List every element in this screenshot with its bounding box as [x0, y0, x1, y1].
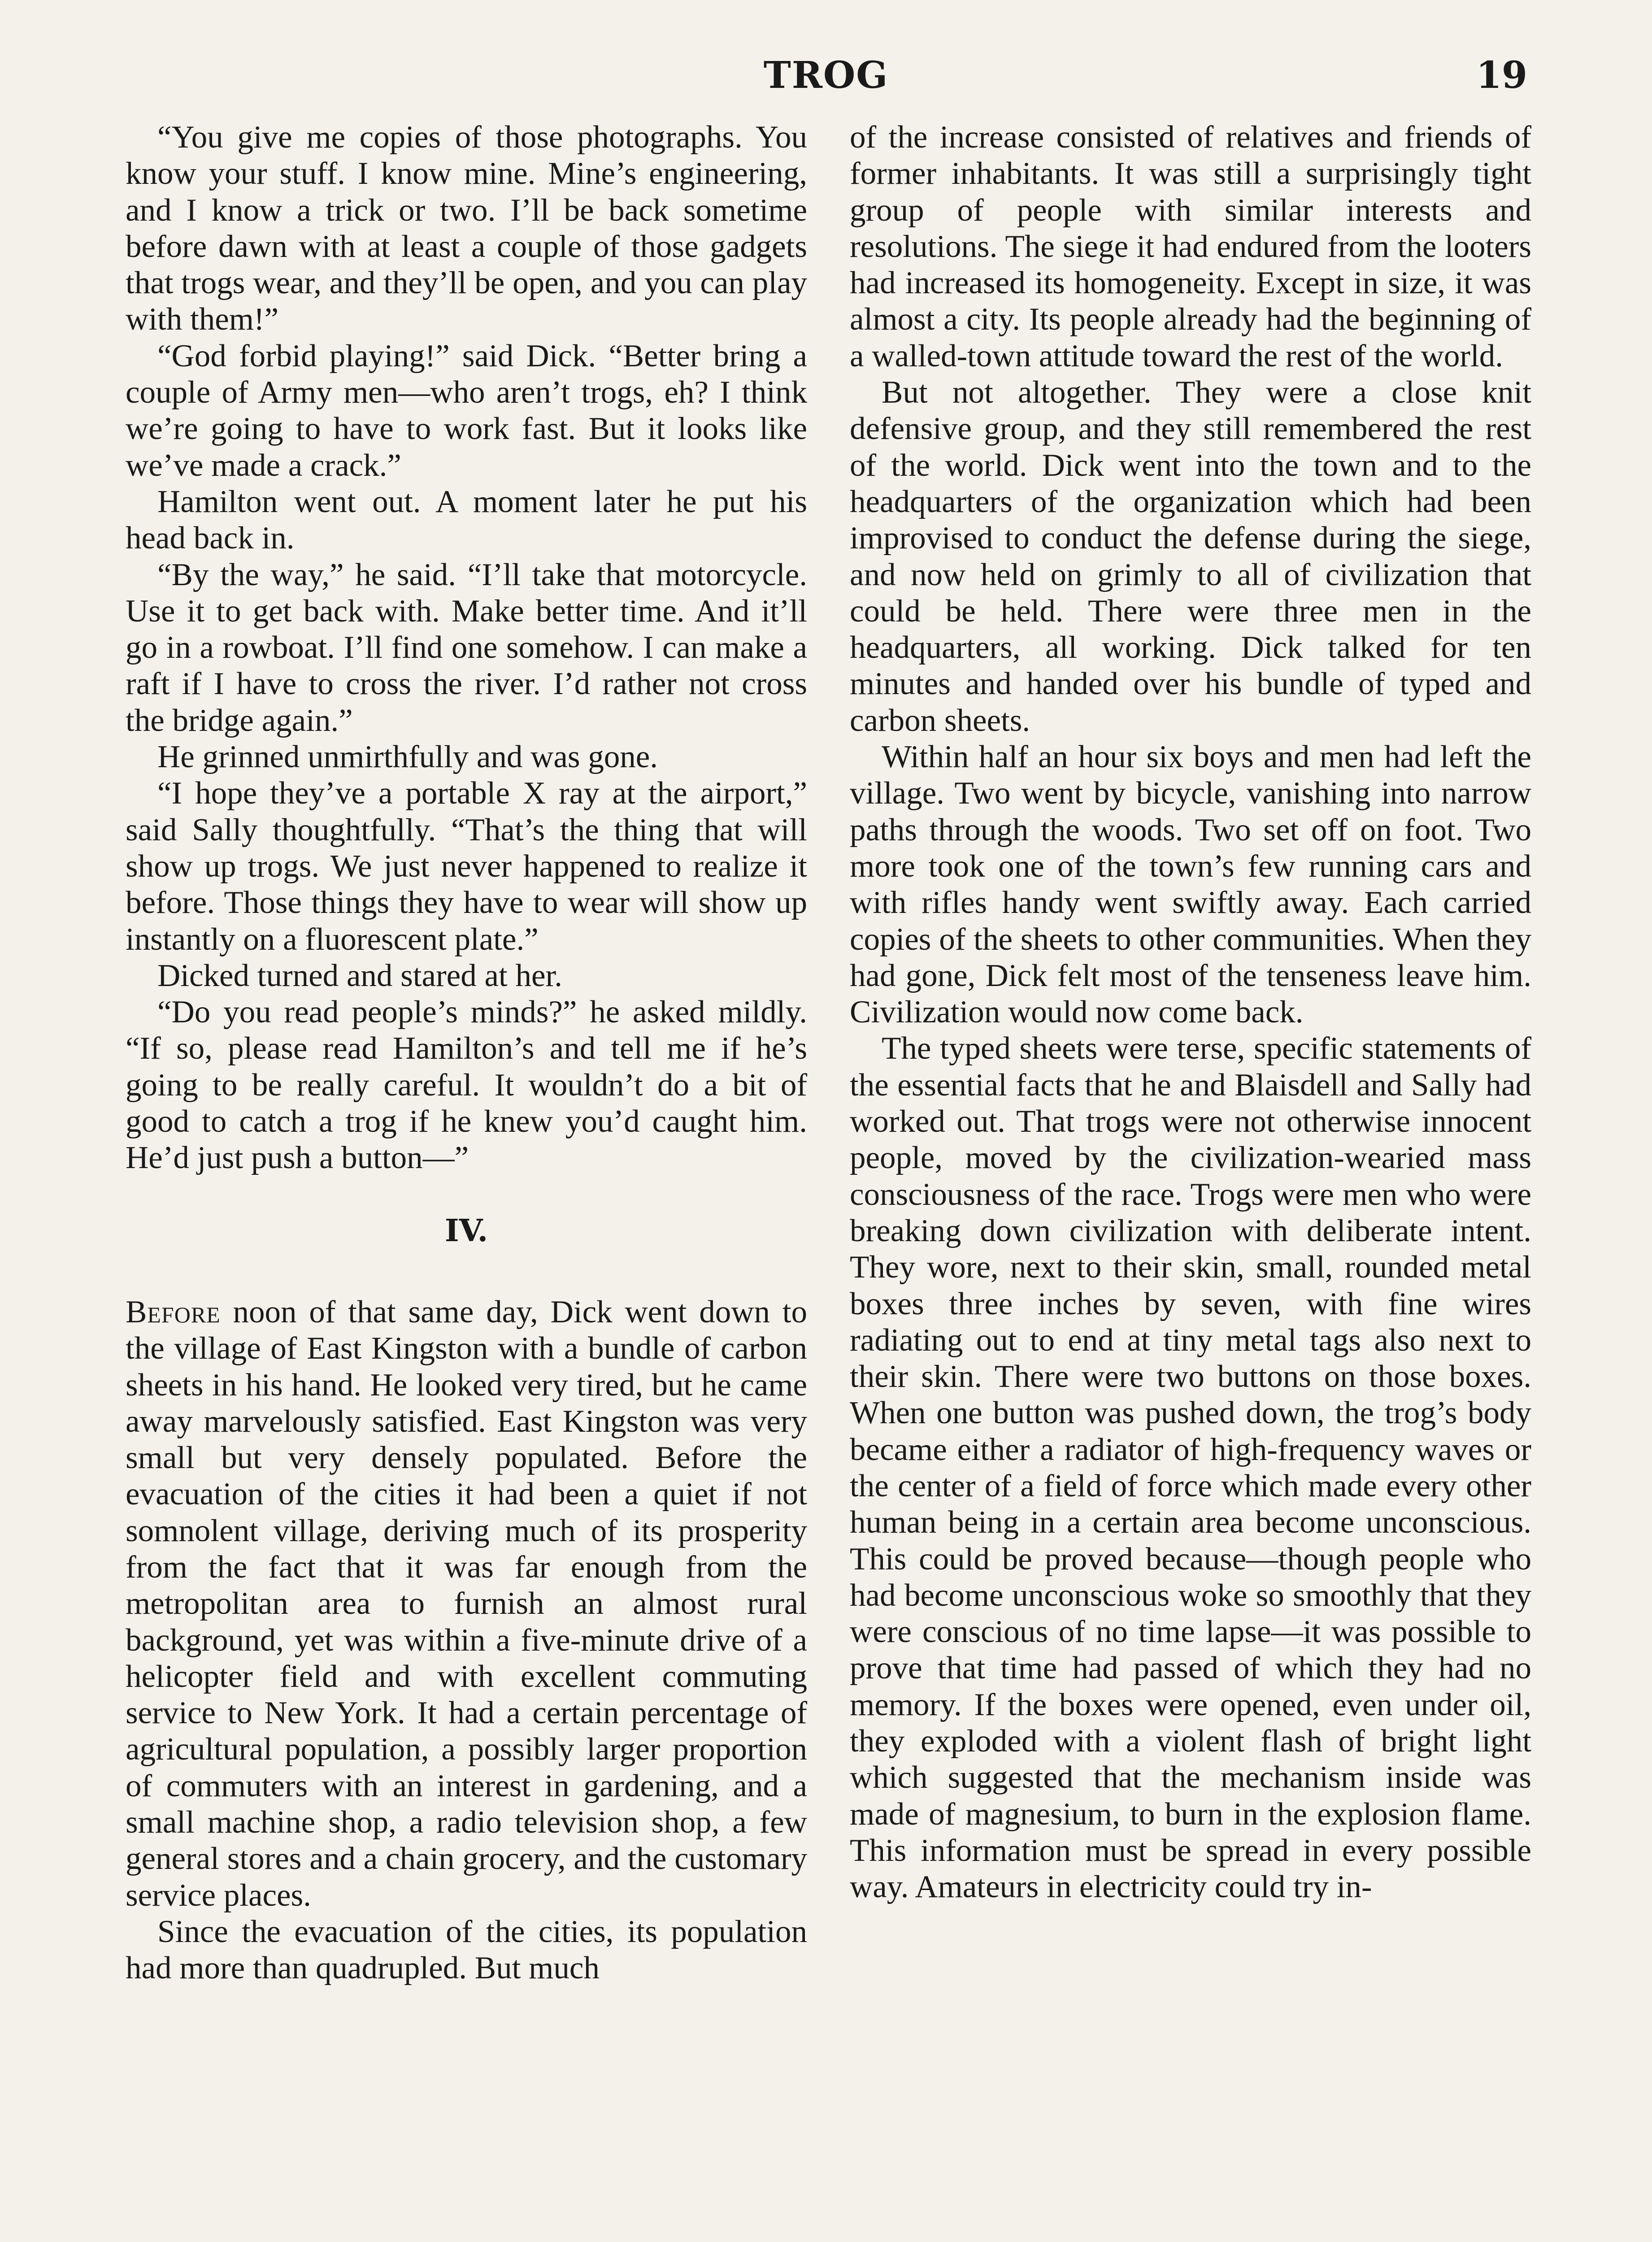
- page-header: [0, 54, 1652, 108]
- paragraph: Hamilton went out. A moment later he put his head back in.: [126, 484, 807, 556]
- paragraph: “You give me copies of those photographs. You know your stuff. I know mine. Mine’s engineering, and I know a trick or two. I’ll be back sometime before dawn with at least a couple of those gadgets that trogs wear, and they’ll be open, and you can play with them!”: [126, 120, 807, 337]
- left-column: [126, 119, 807, 1987]
- paragraph: The typed sheets were terse, specific statements of the essential facts that he and Blaisdell and Sally had worked out. That trogs were not otherwise innocent people, moved by the civilization-wearied mass consciousness of the race. Trogs were men who were breaking down civilization with deliberate intent. They wore, next to their skin, small, rounded metal boxes three inches by seven, with fine wires radiating out to end at tiny metal tags also next to their skin. There were two buttons on those boxes. When one button was pushed down, the trog’s body became either a radiator of high-frequency waves or the center of a field of force which made every other human being in a certain area become unconscious. This could be proved because—though people who had become unconscious woke so smoothly that they were conscious of no time lapse—it was possible to prove that time had passed of which they had no memory. If the boxes were opened, even under oil, they exploded with a violent flash of bright light which suggested that the mechanism inside was made of magnesium, to burn in the explosion flame. This information must be spread in every possible way. Amateurs in electricity could try in-: [850, 1031, 1531, 1905]
- paragraph: He grinned unmirthfully and was gone.: [157, 739, 658, 775]
- paragraph: “By the way,” he said. “I’ll take that motorcycle. Use it to get back with. Make better time. And it’ll go in a rowboat. I’ll find one somehow. I can make a raft if I have to cross the river. I’d rather not cross the bridge again.”: [126, 557, 807, 738]
- paragraph: Within half an hour six boys and men had left the village. Two went by bicycle, vanishing into narrow paths through the woods. Two set off on foot. Two more took one of the town’s few running cars and with rifles handy went swiftly away. Each carried copies of the sheets to other communities. When they had gone, Dick felt most of the tenseness leave him. Civilization would now come back.: [850, 739, 1531, 1030]
- paragraph: of the increase consisted of relatives and friends of former inhabitants. It was still a surprisingly tight group of people with similar interests and resolutions. The siege it had endured from the looters had increased its homogeneity. Except in size, it was almost a city. Its people already had the beginning of a walled-town attitude toward the rest of the world.: [850, 120, 1531, 374]
- paragraph: “God forbid playing!” said Dick. “Better bring a couple of Army men—who aren’t trogs, eh? I think we’re going to have to work fast. But it looks like we’ve made a crack.”: [126, 338, 807, 483]
- paragraph: “I hope they’ve a portable X ray at the airport,” said Sally thoughtfully. “That’s the thing that will show up trogs. We just never happened to realize it before. Those things they have to wear will show up instantly on a fluorescent plate.”: [126, 776, 807, 957]
- section-heading: IV.: [444, 1212, 488, 1249]
- section-lead-word: Before: [126, 1294, 221, 1330]
- paragraph: Since the evacuation of the cities, its population had more than quadrupled. But much: [126, 1914, 807, 1986]
- paragraph-body: noon of that same day, Dick went down to the village of East Kingston with a bundle of carbon sheets in his hand. He looked very tired, but he came away marvelously satisfied. East Kingston was very small but very densely populated. Before the evacuation of the cities it had been a quiet if not somnolent village, deriving much of its prosperity from the fact that it was far enough from the metropolitan area to furnish an almost rural background, yet was within a five-minute drive of a helicopter field and with excellent commuting service to New York. It had a certain percentage of agricultural population, a possibly larger proportion of commuters with an interest in gardening, and a small machine shop, a radio television shop, a few general stores and a chain grocery, and the customary service places.: [126, 1294, 807, 1913]
- paragraph: “Do you read people’s minds?” he asked mildly. “If so, please read Hamilton’s and tell me if he’s going to be really careful. It wouldn’t do a bit of good to catch a trog if he knew you’d caught him. He’d just push a button—”: [126, 995, 807, 1176]
- page-number: 19: [1476, 54, 1527, 97]
- paragraph: [126, 1294, 807, 1914]
- right-column: [850, 119, 1531, 1906]
- paragraph: But not altogether. They were a close knit defensive group, and they still remembered the rest of the world. Dick went into the town and to the headquarters of the organization which had been improvised to conduct the defense during the siege, and now held on grimly to all of civilization that could be held. There were three men in the headquarters, all working. Dick talked for ten minutes and handed over his bundle of typed and carbon sheets.: [850, 375, 1531, 738]
- running-title: TROG: [763, 54, 889, 97]
- paragraph: Dicked turned and stared at her.: [157, 958, 562, 993]
